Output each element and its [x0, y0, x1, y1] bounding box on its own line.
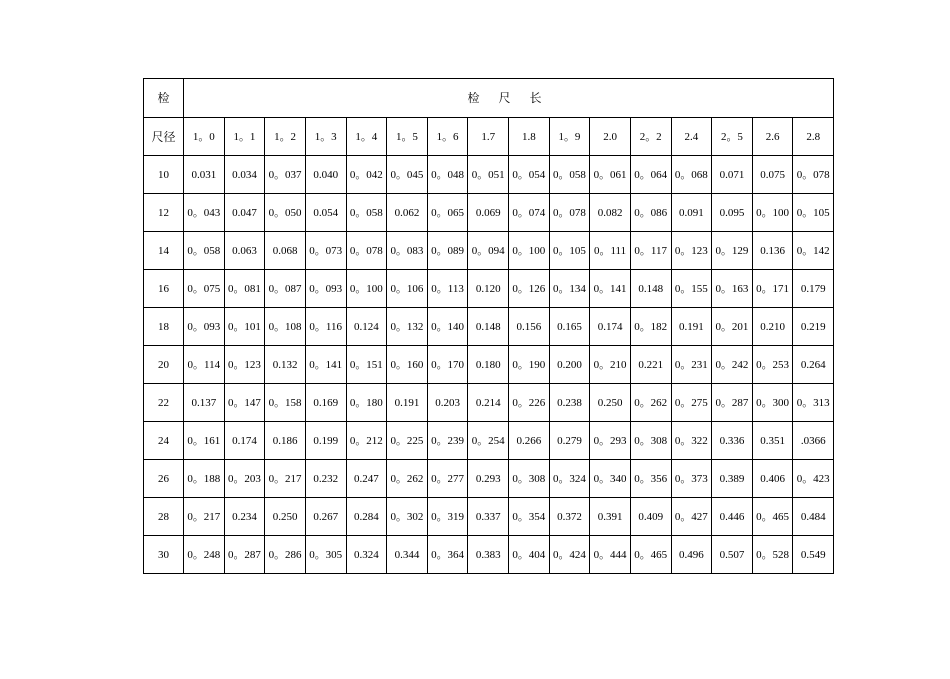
diameter-cell: 16: [144, 270, 184, 308]
volume-cell: 0.137: [184, 384, 225, 422]
table-row: [144, 460, 834, 498]
volume-cell: 0.214: [468, 384, 509, 422]
volume-cell: 0.040: [305, 156, 346, 194]
volume-cell: 0.199: [305, 422, 346, 460]
volume-cell: 0。308: [630, 422, 671, 460]
volume-cell: 0。093: [184, 308, 225, 346]
volume-cell: 0。043: [184, 194, 225, 232]
volume-cell: 0。286: [265, 536, 306, 574]
volume-cell: 0。427: [671, 498, 712, 536]
diameter-cell: 10: [144, 156, 184, 194]
volume-cell: 0.266: [509, 422, 550, 460]
length-header-cell: 2。5: [712, 118, 753, 156]
volume-cell: 0。182: [630, 308, 671, 346]
volume-cell: 0。465: [752, 498, 793, 536]
volume-cell: 0。142: [793, 232, 834, 270]
volume-cell: 0。226: [509, 384, 550, 422]
volume-cell: 0。293: [590, 422, 631, 460]
volume-cell: 0。089: [427, 232, 468, 270]
volume-cell: 0。061: [590, 156, 631, 194]
volume-cell: 0。100: [346, 270, 387, 308]
table-row: [144, 346, 834, 384]
length-header-cell: 2.4: [671, 118, 712, 156]
volume-cell: 0。064: [630, 156, 671, 194]
volume-cell: 0。151: [346, 346, 387, 384]
volume-cell: 0。132: [387, 308, 428, 346]
volume-cell: 0。050: [265, 194, 306, 232]
volume-cell: 0.156: [509, 308, 550, 346]
volume-cell: 0.232: [305, 460, 346, 498]
volume-cell: 0。300: [752, 384, 793, 422]
volume-cell: 0.247: [346, 460, 387, 498]
volume-cell: 0。161: [184, 422, 225, 460]
volume-cell: 0。081: [224, 270, 265, 308]
volume-cell: 0.047: [224, 194, 265, 232]
volume-cell: 0.095: [712, 194, 753, 232]
volume-cell: 0。106: [387, 270, 428, 308]
volume-cell: 0。188: [184, 460, 225, 498]
volume-cell: 0.174: [224, 422, 265, 460]
volume-cell: 0.221: [630, 346, 671, 384]
volume-cell: 0。078: [793, 156, 834, 194]
volume-cell: 0。423: [793, 460, 834, 498]
volume-cell: 0。160: [387, 346, 428, 384]
length-header-cell: 1。9: [549, 118, 590, 156]
volume-cell: 0。354: [509, 498, 550, 536]
volume-cell: 0。465: [630, 536, 671, 574]
header-row-group: [144, 79, 834, 118]
volume-cell: 0。210: [590, 346, 631, 384]
volume-cell: 0.071: [712, 156, 753, 194]
volume-cell: 0。141: [305, 346, 346, 384]
length-header-cell: 2.8: [793, 118, 834, 156]
volume-cell: 0。217: [265, 460, 306, 498]
volume-cell: 0.391: [590, 498, 631, 536]
volume-cell: 0。108: [265, 308, 306, 346]
volume-cell: 0.383: [468, 536, 509, 574]
volume-cell: 0.238: [549, 384, 590, 422]
volume-cell: 0.132: [265, 346, 306, 384]
volume-cell: 0。140: [427, 308, 468, 346]
volume-cell: 0。313: [793, 384, 834, 422]
volume-cell: 0。287: [712, 384, 753, 422]
volume-cell: 0.549: [793, 536, 834, 574]
volume-cell: 0。116: [305, 308, 346, 346]
volume-cell: 0。322: [671, 422, 712, 460]
volume-cell: 0。212: [346, 422, 387, 460]
volume-cell: 0。126: [509, 270, 550, 308]
table-row: [144, 156, 834, 194]
volume-cell: .0366: [793, 422, 834, 460]
length-header-cell: 1。3: [305, 118, 346, 156]
volume-cell: 0.409: [630, 498, 671, 536]
volume-cell: 0.062: [387, 194, 428, 232]
volume-cell: 0.234: [224, 498, 265, 536]
length-header-cell: 1。5: [387, 118, 428, 156]
volume-cell: 0。444: [590, 536, 631, 574]
table-row: [144, 270, 834, 308]
volume-cell: 0.068: [265, 232, 306, 270]
diameter-cell: 28: [144, 498, 184, 536]
volume-cell: 0。111: [590, 232, 631, 270]
volume-cell: 0。048: [427, 156, 468, 194]
volume-cell: 0.069: [468, 194, 509, 232]
volume-cell: 0。113: [427, 270, 468, 308]
volume-cell: 0.496: [671, 536, 712, 574]
table-row: [144, 422, 834, 460]
table-row: [144, 308, 834, 346]
volume-cell: 0.250: [265, 498, 306, 536]
volume-cell: 0。117: [630, 232, 671, 270]
volume-cell: 0。058: [184, 232, 225, 270]
volume-cell: 0。190: [509, 346, 550, 384]
volume-cell: 0.191: [387, 384, 428, 422]
volume-cell: 0。075: [184, 270, 225, 308]
volume-cell: 0。158: [265, 384, 306, 422]
volume-cell: 0.446: [712, 498, 753, 536]
volume-cell: 0。073: [305, 232, 346, 270]
volume-cell: 0。404: [509, 536, 550, 574]
volume-cell: 0。065: [427, 194, 468, 232]
diameter-cell: 30: [144, 536, 184, 574]
volume-cell: 0.148: [468, 308, 509, 346]
volume-cell: 0。171: [752, 270, 793, 308]
volume-cell: 0.075: [752, 156, 793, 194]
volume-cell: 0.344: [387, 536, 428, 574]
volume-cell: 0。262: [387, 460, 428, 498]
volume-cell: 0.203: [427, 384, 468, 422]
volume-cell: 0。424: [549, 536, 590, 574]
volume-cell: 0.389: [712, 460, 753, 498]
volume-cell: 0.219: [793, 308, 834, 346]
table-row: [144, 384, 834, 422]
volume-cell: 0.406: [752, 460, 793, 498]
volume-cell: 0.507: [712, 536, 753, 574]
volume-cell: 0。248: [184, 536, 225, 574]
volume-cell: 0。253: [752, 346, 793, 384]
volume-cell: 0。155: [671, 270, 712, 308]
length-header-cell: 1。6: [427, 118, 468, 156]
volume-cell: 0。058: [549, 156, 590, 194]
volume-cell: 0.031: [184, 156, 225, 194]
volume-cell: 0.250: [590, 384, 631, 422]
volume-cell: 0。141: [590, 270, 631, 308]
volume-cell: 0。114: [184, 346, 225, 384]
volume-cell: 0.264: [793, 346, 834, 384]
volume-cell: 0。305: [305, 536, 346, 574]
table-row: [144, 498, 834, 536]
volume-cell: 0。225: [387, 422, 428, 460]
corner-header-bottom: 尺径: [144, 118, 184, 156]
volume-cell: 0.165: [549, 308, 590, 346]
volume-cell: 0。163: [712, 270, 753, 308]
volume-cell: 0。037: [265, 156, 306, 194]
table-row: [144, 536, 834, 574]
diameter-cell: 22: [144, 384, 184, 422]
header-row-lengths: [144, 118, 834, 156]
diameter-cell: 18: [144, 308, 184, 346]
volume-cell: 0。275: [671, 384, 712, 422]
volume-table: [143, 78, 834, 574]
volume-cell: 0.169: [305, 384, 346, 422]
table-row: [144, 194, 834, 232]
volume-cell: 0。105: [793, 194, 834, 232]
volume-cell: 0.191: [671, 308, 712, 346]
volume-cell: 0.063: [224, 232, 265, 270]
volume-cell: 0。086: [630, 194, 671, 232]
volume-cell: 0。201: [712, 308, 753, 346]
volume-cell: 0。373: [671, 460, 712, 498]
volume-cell: 0。100: [752, 194, 793, 232]
volume-cell: 0。302: [387, 498, 428, 536]
volume-cell: 0.293: [468, 460, 509, 498]
volume-cell: 0。231: [671, 346, 712, 384]
table-row: [144, 232, 834, 270]
volume-cell: 0.174: [590, 308, 631, 346]
volume-cell: 0。217: [184, 498, 225, 536]
volume-cell: 0。094: [468, 232, 509, 270]
volume-cell: 0.336: [712, 422, 753, 460]
length-header-cell: 2.0: [590, 118, 631, 156]
volume-cell: 0。180: [346, 384, 387, 422]
volume-cell: 0。324: [549, 460, 590, 498]
length-header-cell: 1.7: [468, 118, 509, 156]
volume-cell: 0。356: [630, 460, 671, 498]
volume-cell: 0.180: [468, 346, 509, 384]
diameter-cell: 20: [144, 346, 184, 384]
length-header-cell: 1。1: [224, 118, 265, 156]
volume-cell: 0。364: [427, 536, 468, 574]
diameter-cell: 26: [144, 460, 184, 498]
volume-cell: 0.082: [590, 194, 631, 232]
volume-cell: 0.284: [346, 498, 387, 536]
diameter-cell: 14: [144, 232, 184, 270]
volume-cell: 0。101: [224, 308, 265, 346]
volume-cell: 0.179: [793, 270, 834, 308]
volume-cell: 0。074: [509, 194, 550, 232]
diameter-cell: 24: [144, 422, 184, 460]
volume-cell: 0.054: [305, 194, 346, 232]
volume-cell: 0。093: [305, 270, 346, 308]
volume-cell: 0。129: [712, 232, 753, 270]
volume-cell: 0.279: [549, 422, 590, 460]
volume-cell: 0。123: [671, 232, 712, 270]
volume-cell: 0.034: [224, 156, 265, 194]
volume-cell: 0.186: [265, 422, 306, 460]
volume-cell: 0.120: [468, 270, 509, 308]
volume-cell: 0.267: [305, 498, 346, 536]
volume-cell: 0。051: [468, 156, 509, 194]
volume-cell: 0。078: [549, 194, 590, 232]
volume-cell: 0.091: [671, 194, 712, 232]
volume-cell: 0.148: [630, 270, 671, 308]
volume-cell: 0。203: [224, 460, 265, 498]
length-group-header: 检 尺 长: [184, 79, 834, 118]
length-header-cell: 2。2: [630, 118, 671, 156]
volume-cell: 0。134: [549, 270, 590, 308]
volume-cell: 0。078: [346, 232, 387, 270]
volume-cell: 0.136: [752, 232, 793, 270]
volume-cell: 0。239: [427, 422, 468, 460]
diameter-cell: 12: [144, 194, 184, 232]
volume-cell: 0。242: [712, 346, 753, 384]
volume-cell: 0.210: [752, 308, 793, 346]
volume-cell: 0。319: [427, 498, 468, 536]
volume-cell: 0。147: [224, 384, 265, 422]
volume-cell: 0。287: [224, 536, 265, 574]
volume-cell: 0.337: [468, 498, 509, 536]
volume-cell: 0。170: [427, 346, 468, 384]
length-header-cell: 1。4: [346, 118, 387, 156]
volume-cell: 0。045: [387, 156, 428, 194]
volume-cell: 0。100: [509, 232, 550, 270]
volume-cell: 0。087: [265, 270, 306, 308]
volume-cell: 0。277: [427, 460, 468, 498]
length-header-cell: 2.6: [752, 118, 793, 156]
volume-cell: 0。105: [549, 232, 590, 270]
volume-cell: 0.372: [549, 498, 590, 536]
volume-cell: 0.324: [346, 536, 387, 574]
volume-cell: 0。123: [224, 346, 265, 384]
volume-cell: 0。058: [346, 194, 387, 232]
volume-cell: 0.484: [793, 498, 834, 536]
volume-cell: 0.200: [549, 346, 590, 384]
volume-cell: 0。262: [630, 384, 671, 422]
length-header-cell: 1。2: [265, 118, 306, 156]
volume-cell: 0.124: [346, 308, 387, 346]
volume-cell: 0。083: [387, 232, 428, 270]
length-header-cell: 1。0: [184, 118, 225, 156]
volume-cell: 0。254: [468, 422, 509, 460]
volume-cell: 0。068: [671, 156, 712, 194]
volume-cell: 0。308: [509, 460, 550, 498]
volume-cell: 0。042: [346, 156, 387, 194]
volume-cell: 0。054: [509, 156, 550, 194]
volume-cell: 0。340: [590, 460, 631, 498]
volume-cell: 0.351: [752, 422, 793, 460]
length-header-cell: 1.8: [509, 118, 550, 156]
volume-cell: 0。528: [752, 536, 793, 574]
corner-header-top: 检: [144, 79, 184, 118]
